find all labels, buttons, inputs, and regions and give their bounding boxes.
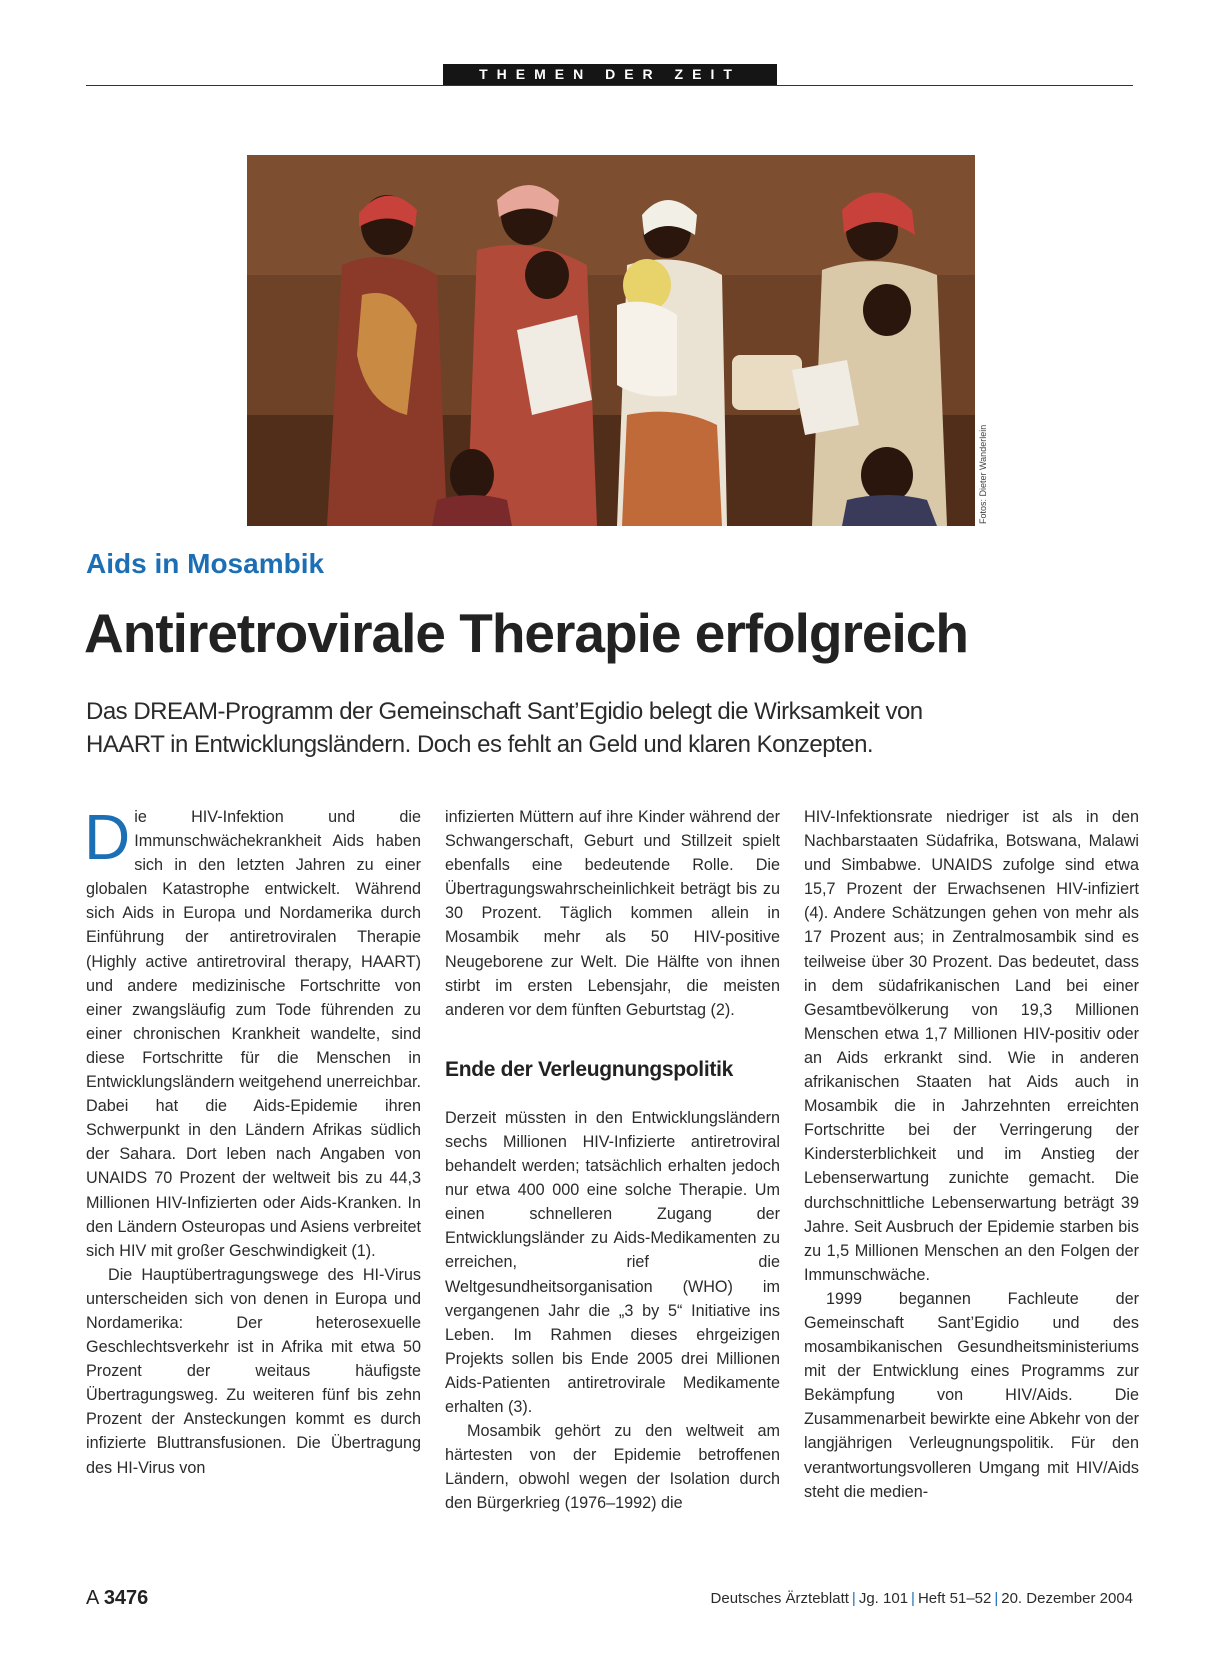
column-3-paragraph-1: HIV-Infektionsrate niedriger ist als in den Nachbarstaaten Südafrika, Botswana, Malawi und Simbabwe. UNAIDS zufolge sind etwa 15,7 Prozent der Erwachsenen HIV-infiziert (4). Andere Schätzungen gehen von mehr als 17 Prozent aus; in Zentralmosambik sind es teilweise über 30 Prozent. Das bedeutet, dass in dem südafrikanischen Land bei einer Gesamtbevölkerung von 19,3 Millionen Menschen etwa 1,7 Millionen HIV-positiv oder an Aids erkrankt sind. Wie in anderen afrikanischen Staaten hat Aids auch in Mosambik die in Jahrzehnten erreichten Fortschritte bei der Verringerung der Kindersterblichkeit und im Anstieg der Lebenserwartung zunichte gemacht. Die durchschnittliche Lebenserwartung beträgt 39 Jahre. Seit Ausbruch der Epidemie starben bis zu 1,5 Millionen Menschen an den Folgen der Immunschwäche.: [804, 808, 1139, 1284]
column-2-paragraph-2: Derzeit müssten in den Entwicklungsländern sechs Millionen HIV-Infizierte antiretroviral behandelt werden; tatsächlich erhalten jedoch nur etwa 400 000 eine solche Therapie. Um einen schnelleren Zugang der Entwicklungsländer zu Aids-Medikamenten zu erreichen, rief die Weltgesundheitsorganisation (WHO) im vergangenen Jahr die „3 by 5“ Initiative ins Leben. Im Rahmen dieses ehrgeizigen Projekts sollen bis Ende 2005 drei Millionen Aids-Patienten antiretrovirale Medikamente erhalten (3).: [445, 1108, 780, 1416]
article-column-2: [445, 805, 780, 1515]
footer-date: 20. Dezember 2004: [1001, 1590, 1133, 1607]
column-1-paragraph-1-text: ie HIV-Infektion und die Immunschwächekrankheit Aids haben sich in den letzten Jahren zu einer globalen Katastrophe entwickelt. Während sich Aids in Europa und Nordamerika durch Einführung der antiretroviralen Therapie (Highly active antiretroviral therapy, HAART) und andere medizinische Fortschritte von einer zwangsläufig zum Tode führenden zu einer chronischen Krankheit wandelte, sind diese Fortschritte für die Menschen in Entwicklungsländern weitgehend unerreichbar. Dabei hat die Aids-Epidemie ihren Schwerpunkt in den Ländern Afrikas südlich der Sahara. Dort leben nach Angaben von UNAIDS 70 Prozent der weltweit bis zu 44,3 Millionen HIV-Infizierten oder Aids-Kranken. In den Ländern Osteuropas und Asiens verbreitet sich HIV mit großer Geschwindigkeit (1).: [86, 808, 421, 1260]
column-2-paragraph-3: Mosambik gehört zu den weltweit am härtesten von der Epidemie betroffenen Ländern, obwohl wegen der Isolation durch den Bürgerkrieg (1976–1992) die: [445, 1422, 780, 1513]
footer-volume: Jg. 101: [858, 1590, 909, 1607]
article-deck: Das DREAM-Programm der Gemeinschaft Sant’Egidio belegt die Wirksamkeit von HAART in Entwicklungsländern. Doch es fehlt an Geld und klaren Konzepten.: [86, 698, 923, 758]
column-3-paragraph-2: 1999 begannen Fachleute der Gemeinschaft Sant’Egidio und des mosambikanischen Gesundheitsministeriums mit der Entwicklung eines Programms zur Bekämpfung von HIV/Aids. Die Zusammenarbeit bewirkte eine Abkehr von der langjährigen Verleugnungspolitik. Für den verantwortungsvolleren Umgang mit HIV/Aids steht die medien-: [804, 1289, 1139, 1501]
photo-illustration: [247, 155, 975, 526]
article-subhead: Ende der Verleugnungspolitik: [445, 1057, 733, 1081]
page-prefix: A: [86, 1587, 99, 1609]
page-number: [86, 1587, 148, 1610]
photo-credit: Fotos: Dieter Wanderlein: [978, 424, 988, 524]
article-column-1: [84, 801, 421, 1480]
footer-issue: Heft 51–52: [917, 1590, 992, 1607]
page-number-value: 3476: [103, 1587, 149, 1609]
article-kicker: Aids in Mosambik: [86, 548, 325, 579]
footer-separator: |: [994, 1590, 999, 1607]
article-column-3: [804, 805, 1139, 1504]
footer-meta: [711, 1590, 1133, 1607]
article-photo: [247, 155, 975, 526]
column-2-paragraph-1: infizierten Müttern auf ihre Kinder während der Schwangerschaft, Geburt und Stillzeit spielt ebenfalls eine bedeutende Rolle. Die Übertragungswahrscheinlichkeit beträgt bis zu 30 Prozent. Täglich kommen allein in Mosambik mehr als 50 HIV-positive Neugeborene zur Welt. Die Hälfte von ihnen stirbt im ersten Lebensjahr, die meisten anderen vor dem fünften Geburtstag (2).: [445, 808, 780, 1019]
section-tag: THEMEN DER ZEIT: [443, 64, 777, 85]
drop-cap: D: [84, 801, 131, 873]
footer-journal: Deutsches Ärzteblatt: [710, 1590, 849, 1607]
section-rule: [86, 85, 1133, 86]
footer-separator: |: [911, 1590, 915, 1607]
column-1-paragraph-1: [84, 801, 421, 1263]
article-headline: Antiretrovirale Therapie erfolgreich: [84, 602, 968, 664]
column-1-paragraph-2: Die Hauptübertragungswege des HI-Virus unterscheiden sich von denen in Europa und Nordamerika: Der heterosexuelle Geschlechtsverkehr ist in Afrika mit etwa 50 Prozent der weitaus häufigste Übertragungsweg. Zu weiteren fünf bis zehn Prozent der Ansteckungen kommt es durch infizierte Bluttransfusionen. Die Übertragung des HI-Virus von: [86, 1265, 421, 1477]
footer-separator: |: [851, 1590, 856, 1607]
